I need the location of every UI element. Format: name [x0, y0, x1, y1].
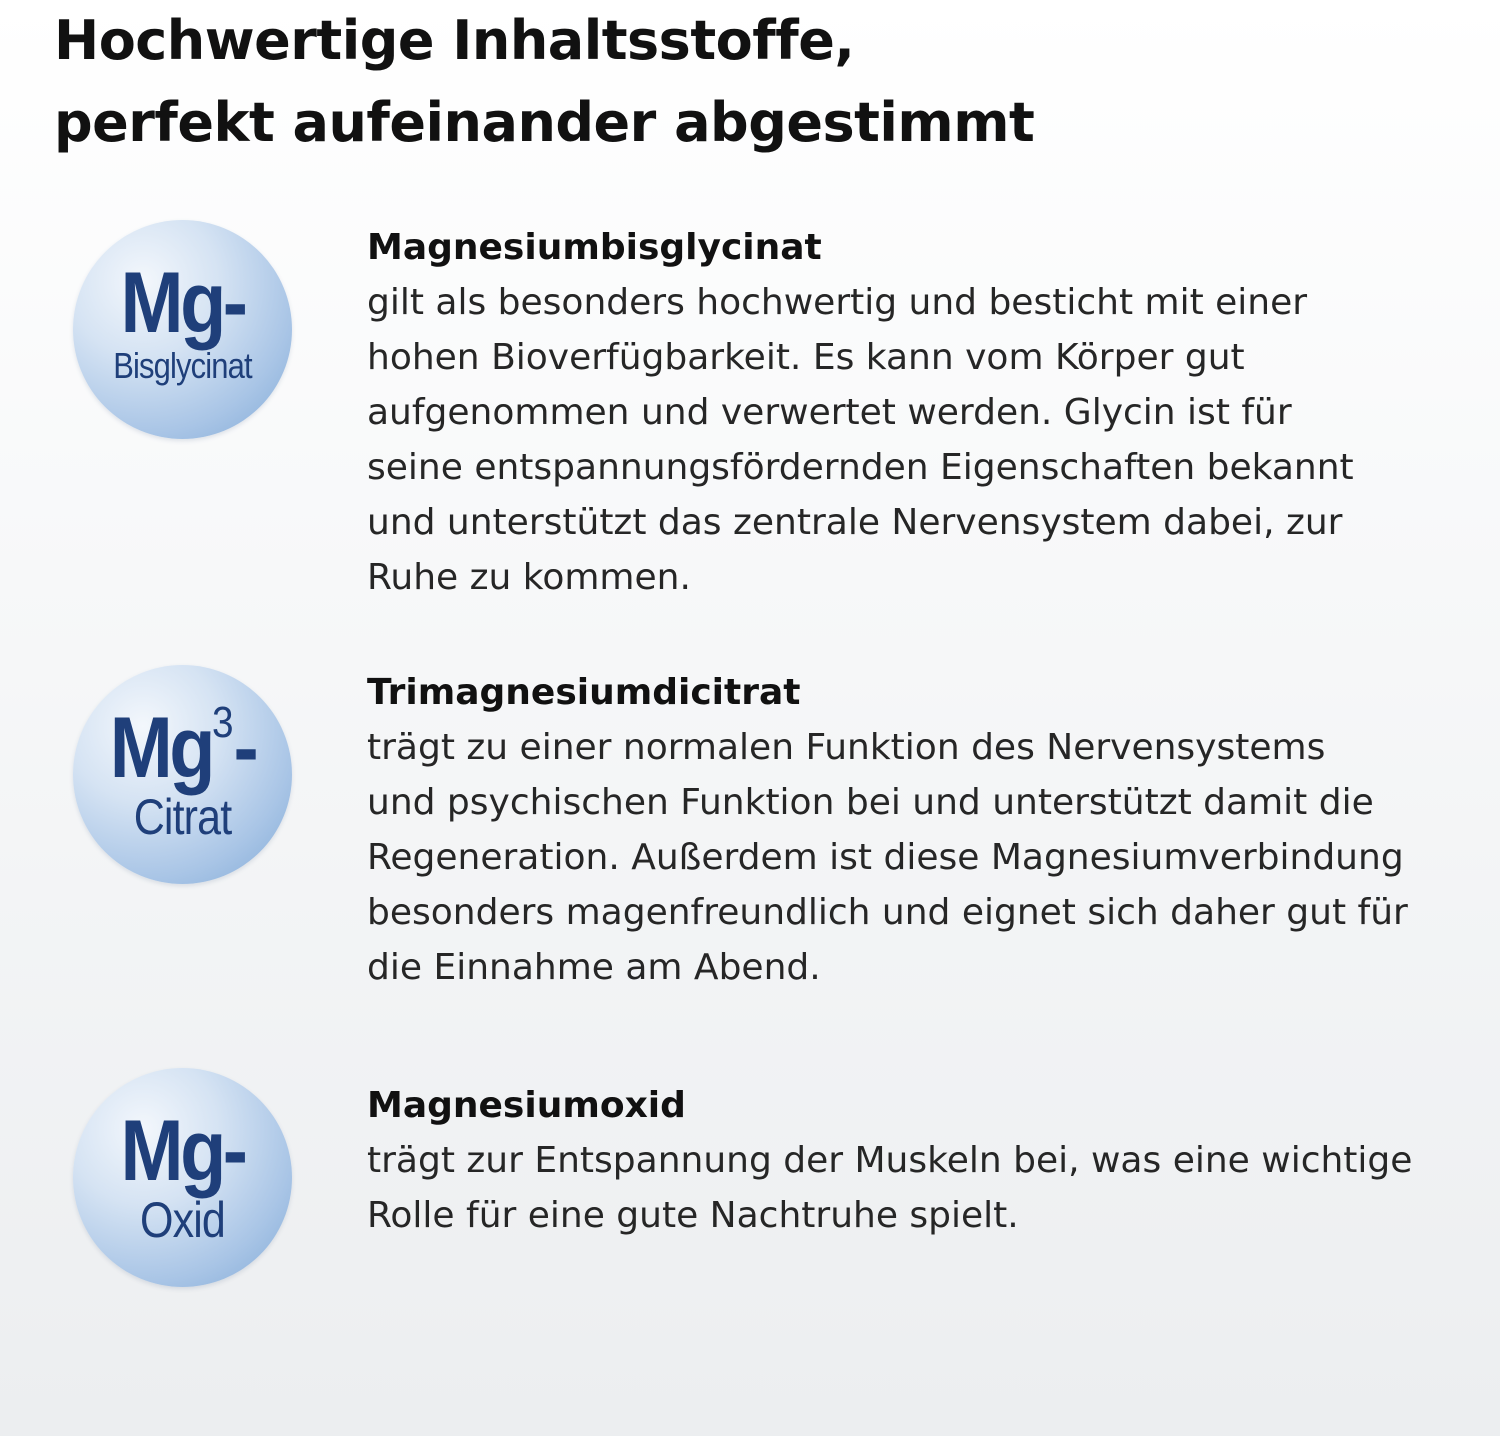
description-line: Regeneration. Außerdem ist diese Magnesiumverbindung: [367, 837, 1404, 878]
headline-line-1: Hochwertige Inhaltsstoffe,: [54, 9, 855, 72]
description-line: die Einnahme am Abend.: [367, 947, 821, 988]
ingredient-title: Magnesiumoxid: [367, 1085, 686, 1126]
description-line: gilt als besonders hochwertig und besticht mit einer: [367, 282, 1308, 323]
badge-superscript: 3: [211, 698, 234, 748]
description-line: aufgenommen und verwertet werden. Glycin ist für: [367, 392, 1292, 433]
description-line: und psychischen Funktion bei und unterstützt damit die: [367, 782, 1374, 823]
page-headline: [54, 0, 1034, 164]
ingredient-text: [367, 220, 1447, 605]
description-line: trägt zu einer normalen Funktion des Nervensystems: [367, 727, 1326, 768]
description-line: seine entspannungsfördernden Eigenschaften bekannt: [367, 447, 1354, 488]
ingredient-text: [367, 1078, 1447, 1243]
badge-label: Citrat: [133, 789, 232, 845]
ingredient-description: [367, 275, 1447, 605]
description-line: hohen Bioverfügbarkeit. Es kann vom Körper gut: [367, 337, 1245, 378]
description-line: Rolle für eine gute Nachtruhe spielt.: [367, 1195, 1019, 1236]
description-line: besonders magenfreundlich und eignet sich daher gut für: [367, 892, 1408, 933]
description-line: und unterstützt das zentrale Nervensystem dabei, zur: [367, 502, 1343, 543]
badge-label: Oxid: [140, 1192, 225, 1248]
mg-oxid-badge-icon: [73, 1068, 292, 1287]
ingredient-description: [367, 1133, 1447, 1243]
ingredient-text: [367, 665, 1447, 995]
headline-line-2: perfekt aufeinander abgestimmt: [54, 91, 1035, 154]
description-line: Ruhe zu kommen.: [367, 557, 691, 598]
ingredient-description: [367, 720, 1447, 995]
ingredient-title: Magnesiumbisglycinat: [367, 227, 822, 268]
mg-bisglycinat-badge-icon: [73, 220, 292, 439]
badge-label: Bisglycinat: [113, 345, 252, 386]
badge-symbol: Mg$^3$-: [109, 698, 256, 796]
mg-citrat-badge-icon: [73, 665, 292, 884]
ingredient-title: Trimagnesiumdicitrat: [367, 672, 801, 713]
description-line: trägt zur Entspannung der Muskeln bei, was eine wichtige: [367, 1140, 1413, 1181]
badge-symbol: Mg-: [120, 1103, 245, 1199]
badge-symbol: Mg-: [120, 255, 245, 351]
